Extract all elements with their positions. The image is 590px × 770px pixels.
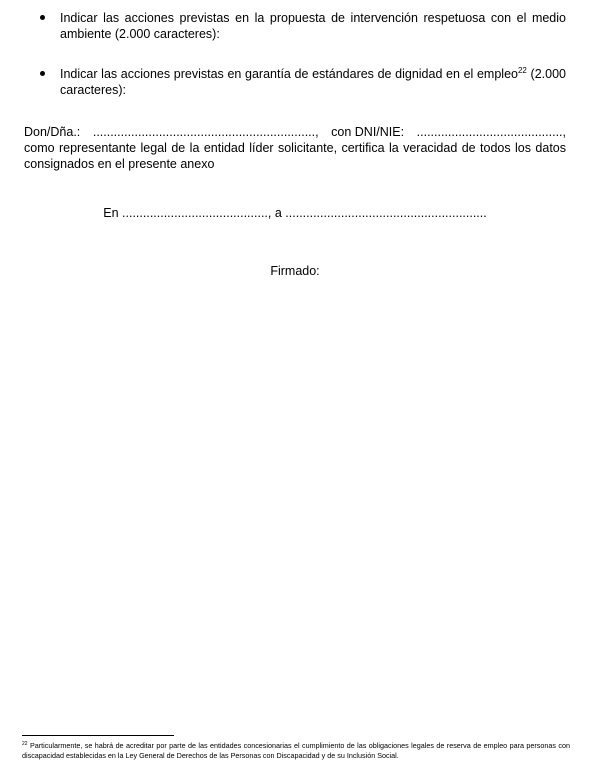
en-label: En xyxy=(103,206,119,220)
footnote-reference[interactable]: 22 xyxy=(517,66,527,75)
place-date-line xyxy=(0,205,590,221)
name-field-dots: ................................................................, xyxy=(92,125,319,139)
footnote-22 xyxy=(22,741,570,761)
dni-field-dots: .........................................., xyxy=(416,125,566,139)
bullet-dot-icon xyxy=(40,71,45,76)
bullet-employment-dignity-text xyxy=(60,66,566,98)
certification-statement: como representante legal de la entidad líder solicitante, certifica la veracidad de todos los datos consignados en el presente anexo xyxy=(24,141,566,171)
date-field-dots: .......................................................... xyxy=(285,206,487,220)
certification-paragraph xyxy=(24,124,566,172)
name-label: Don/Dña.: xyxy=(24,125,81,139)
bullet-dot-icon xyxy=(40,15,45,20)
bullet-employment-text-after: (2.000 caracteres): xyxy=(60,67,566,97)
footnote-number: 22 xyxy=(22,741,28,747)
footnote-text: Particularmente, se habrá de acreditar por parte de las entidades concesionarias el cumplimiento de las obligaciones legales de reserva de empleo para personas con discapacidad establecidas en la Ley General de Derechos de las Personas con Discapacidad y de su Inclusión Social. xyxy=(22,741,570,760)
certification-first-line xyxy=(24,124,566,140)
a-label: a xyxy=(274,206,282,220)
bullet-employment-dignity xyxy=(40,66,566,98)
bullet-environment-text: Indicar las acciones previstas en la propuesta de intervención respetuosa con el medio ambiente (2.000 caracteres): xyxy=(60,11,566,41)
place-field-dots: .........................................., xyxy=(122,206,272,220)
dni-label: con DNI/NIE: xyxy=(331,125,405,139)
footnote-divider xyxy=(22,735,174,736)
signed-label: Firmado: xyxy=(270,264,320,278)
bullet-environment xyxy=(40,10,566,42)
bullet-employment-text-before: Indicar las acciones previstas en garantía de estándares de dignidad en el empleo xyxy=(60,67,518,81)
